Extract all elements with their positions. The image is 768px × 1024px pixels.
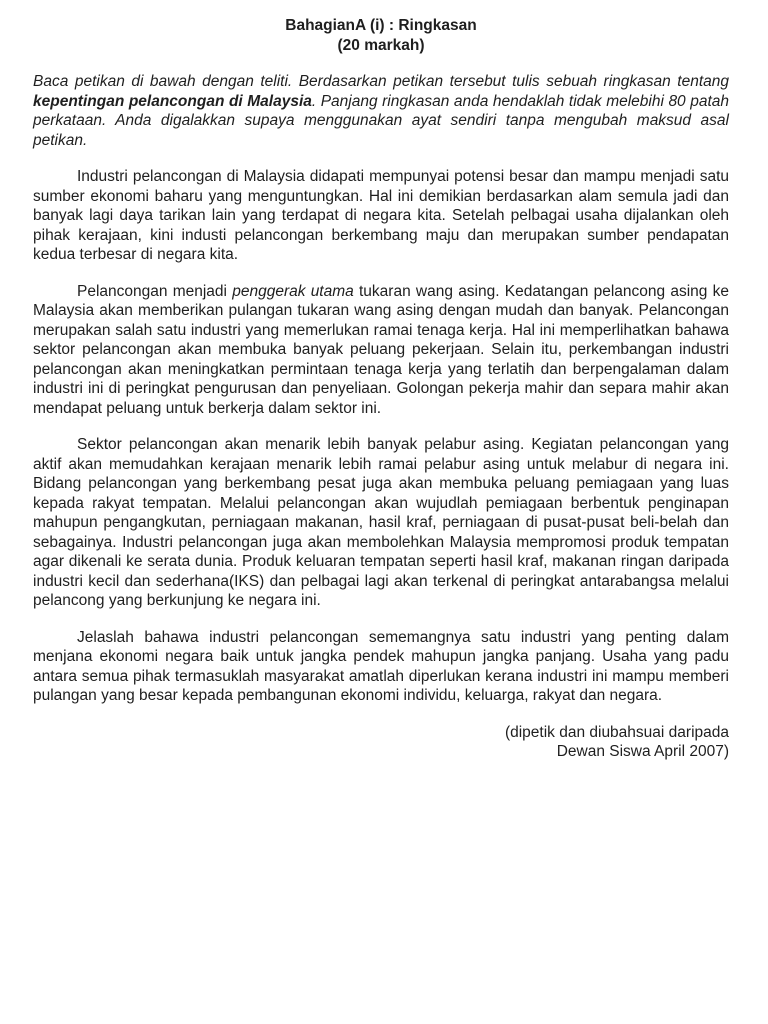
paragraph-3: Sektor pelancongan akan menarik lebih banyak pelabur asing. Kegiatan pelancongan yang aktif akan memudahkan kerajaan menarik lebih ramai pelabur asing untuk melabur di negara ini. Bidang pelancongan yang berkembang pesat juga akan membuka peluang pemiagaan yang luas kepada rakyat tempatan. Melalui pelancongan akan wujudlah pemiagaan berbentuk penginapan mahupun pengangkutan, perniagaan makanan, hasil kraf, perniagaan di pusat-pusat beli-belah dan sebagainya. Industri pelancongan juga akan membolehkan Malaysia mempromosi produk tempatan agar dikenali ke serata dunia. Produk keluaran tempatan seperti hasil kraf, makanan ringan daripada industri kecil dan sederhana(IKS) dan pelbagai lagi akan terkenal di peringkat antarabangsa melalui pelancong yang berkunjung ke negara ini. xyxy=(33,436,729,609)
source-line-1: (dipetik dan diubahsuai daripada xyxy=(504,723,729,741)
instructions xyxy=(33,72,729,150)
section-header xyxy=(33,16,729,56)
paragraph-2-rest: tukaran wang asing. Kedatangan pelancong asing ke Malaysia akan memberikan pulangan tukaran wang asing dengan mudah dan banyak. Pelancongan merupakan salah satu industri yang memerlukan ramai tenaga kerja. Hal ini memperlihatkan bahawa sektor pelancongan akan membuka banyak peluang pekerjaan. Selain itu, perkembangan industri pelancongan akan meningkatkan permintaan tenaga kerja yang terlatih dan berpengalaman dalam industri ini di peringkat pengurusan dan penyeliaan. Golongan pekerja mahir dan separa mahir akan mendapat peluang untuk berkerja dalam sektor ini. xyxy=(33,282,729,417)
document-page xyxy=(33,16,729,762)
paragraph-2-start: Pelancongan menjadi xyxy=(77,282,233,300)
paragraph-1: Industri pelancongan di Malaysia didapati mempunyai potensi besar dan mampu menjadi satu sumber ekonomi baharu yang menguntungkan. Hal ini demikian berdasarkan alam semula jadi dan banyak lagi daya tarikan lain yang terdapat di negara kita. Setelah pelbagai usaha dijalankan oleh pihak kerajaan, kini industi pelancongan berkembang maju dan merupakan sumber pendapatan kedua terbesar di negara kita. xyxy=(33,168,729,263)
section-title: BahagianA (i) : Ringkasan xyxy=(285,17,477,34)
instructions-text-2: . Panjang ringkasan anda hendaklah tidak melebihi 80 patah perkataan. Anda digalakkan supaya menggunakan ayat sendiri tanpa mengubah maksud asal petikan. xyxy=(33,92,729,149)
source-line-2: Dewan Siswa April 2007) xyxy=(556,743,729,760)
paragraph-2-italic-phrase: penggerak utama xyxy=(232,282,354,300)
source-citation xyxy=(33,723,729,762)
instructions-topic: kepentingan pelancongan di Malaysia xyxy=(33,92,312,110)
marks-label: (20 markah) xyxy=(337,37,425,54)
paragraph-2 xyxy=(33,282,729,419)
paragraph-4: Jelaslah bahawa industri pelancongan sememangnya satu industri yang penting dalam menjana ekonomi negara baik untuk jangka pendek mahupun jangka panjang. Usaha yang padu antara semua pihak termasuklah masyarakat amatlah diperlukan kerana industri ini mampu memberi pulangan yang besar kepada pembangunan ekonomi individu, keluarga, rakyat dan negara. xyxy=(33,628,729,704)
instructions-text-1: Baca petikan di bawah dengan teliti. Berdasarkan petikan tersebut tulis sebuah ringkasan tentang xyxy=(33,73,729,90)
